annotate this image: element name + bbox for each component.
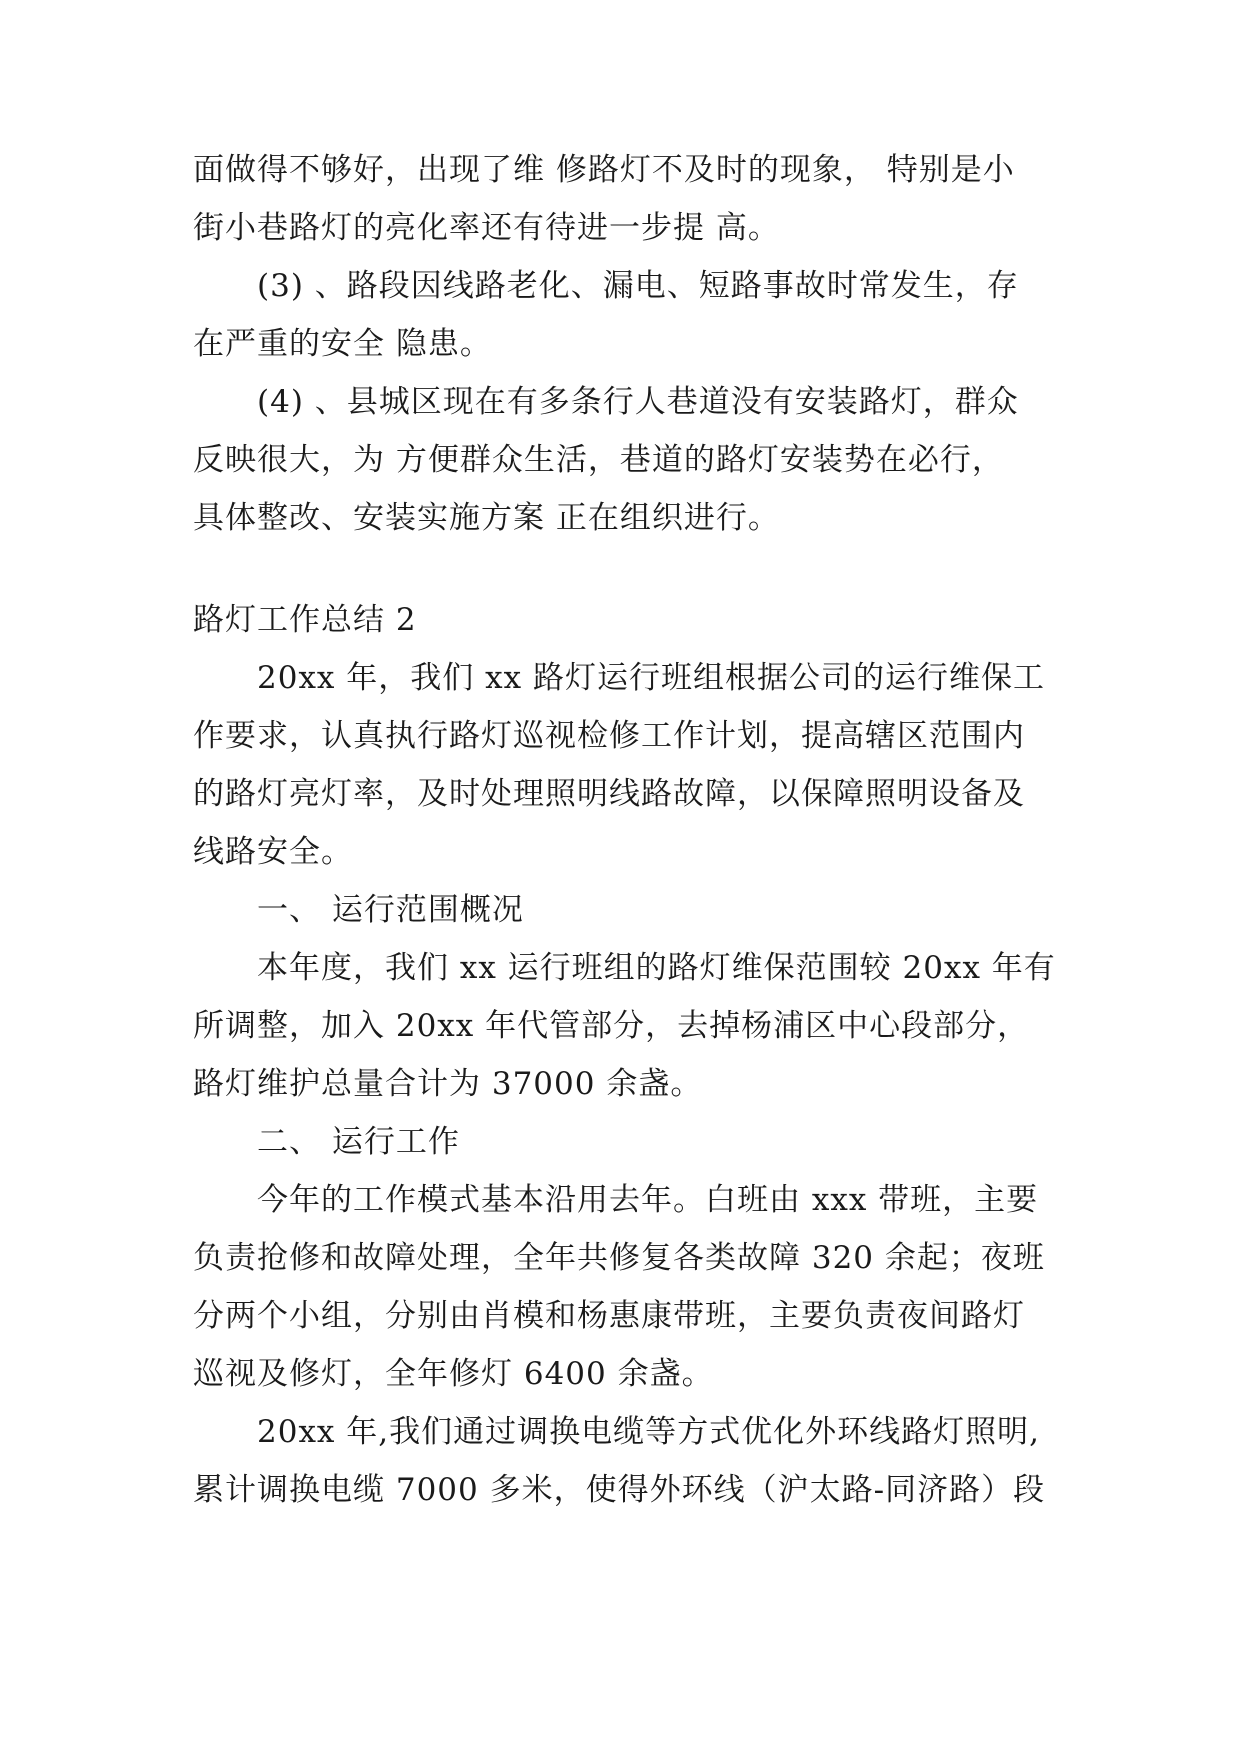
text-line: 负责抢修和故障处理，全年共修复各类故障 320 余起；夜班 xyxy=(193,1240,1045,1276)
subheading-2: 二、 运行工作 xyxy=(257,1124,460,1160)
text-line: 的路灯亮灯率，及时处理照明线路故障，以保障照明设备及 xyxy=(193,776,1025,812)
text-line: 所调整，加入 20xx 年代管部分，去掉杨浦区中心段部分， xyxy=(193,1008,1030,1044)
list-item-4: (4) 、县城区现在有多条行人巷道没有安装路灯，群众 xyxy=(257,384,1019,420)
text-line: 累计调换电缆 7000 多米，使得外环线（沪太路-同济路）段 xyxy=(193,1472,1046,1508)
text-line: 反映很大，为 方便群众生活，巷道的路灯安装势在必行， xyxy=(193,442,1004,478)
list-item-3: (3) 、路段因线路老化、漏电、短路事故时常发生，存 xyxy=(257,268,1019,304)
paragraph-start: 20xx 年，我们 xx 路灯运行班组根据公司的运行维保工 xyxy=(257,660,1045,696)
subheading-1: 一、 运行范围概况 xyxy=(257,892,524,928)
paragraph-start: 今年的工作模式基本沿用去年。白班由 xxx 带班，主要 xyxy=(257,1182,1039,1218)
text-line: 巡视及修灯，全年修灯 6400 余盏。 xyxy=(193,1356,714,1392)
section-title: 路灯工作总结 2 xyxy=(193,602,417,638)
text-line: 具体整改、安装实施方案 正在组织进行。 xyxy=(193,500,780,536)
text-line: 线路安全。 xyxy=(193,834,353,870)
text-line: 分两个小组，分别由肖模和杨惠康带班，主要负责夜间路灯 xyxy=(193,1298,1025,1334)
paragraph-start: 20xx 年,我们通过调换电缆等方式优化外环线路灯照明, xyxy=(257,1414,1040,1450)
text-line: 作要求，认真执行路灯巡视检修工作计划，提高辖区范围内 xyxy=(193,718,1025,754)
text-line: 在严重的安全 隐患。 xyxy=(193,326,492,362)
text-line: 面做得不够好，出现了维 修路灯不及时的现象， 特别是小 xyxy=(193,152,1015,188)
text-line: 路灯维护总量合计为 37000 余盏。 xyxy=(193,1066,703,1102)
paragraph-start: 本年度，我们 xx 运行班组的路灯维保范围较 20xx 年有 xyxy=(257,950,1056,986)
text-line: 街小巷路灯的亮化率还有待进一步提 高。 xyxy=(193,210,780,246)
